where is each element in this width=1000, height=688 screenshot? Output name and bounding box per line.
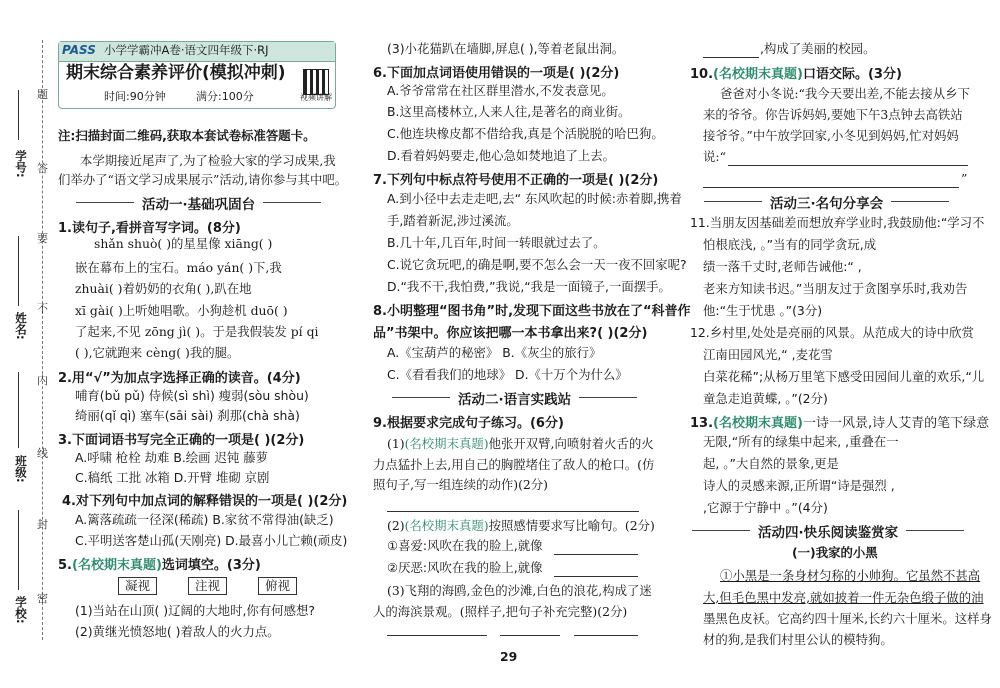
reading-text: 大,但毛色黑中发亮,就如披着一件无杂色缎子做的油 [703,590,984,605]
q9-1-text: 他张开双臂,向喷射着火舌的火 [488,436,654,451]
q8-options[interactable]: A.《宝葫芦的秘密》 B.《灰尘的旅行》 [387,345,602,360]
qr-code-icon[interactable] [303,69,329,95]
side-char: 题 [37,88,48,101]
q6-option[interactable]: C.他连块橡皮都不借给我,真是个活脱脱的哈巴狗。 [387,126,664,141]
exam-time: 时间:90分钟 [104,90,166,103]
reading-text: ①小黑是一条身材匀称的小帅狗。它虽然不甚高 [720,568,981,583]
side-char: 答 [37,162,48,175]
q10-answer-line[interactable] [703,186,959,188]
q1-line: shǎn shuò( )的星星像 xiāng( ) [94,236,273,251]
q8-options[interactable]: C.《看看我们的地球》 D.《十万个为什么》 [387,367,628,382]
q2-line[interactable]: 绮丽(qǐ qì) 塞车(sāi sài) 刹那(chà shà) [75,408,300,423]
reading-paragraph-line: 墨黑色皮袄。它高约四十厘米,长约六十厘米。这样身 [703,611,992,626]
q12-line: 12.乡村里,处处是亮丽的风景。从范成大的诗中欣赏 [690,325,974,340]
page-number: 29 [500,649,518,664]
q9-3-line: (3)飞翔的海鸥,金色的沙滩,白色的浪花,构成了迷 [387,583,652,598]
q12-line[interactable]: 童急走追黄蝶, 。”(2分) [703,391,828,406]
side-label-number: 学号: [14,150,28,178]
q12-line: 白菜花稀”;从杨万里笔下感受田园间儿童的欢乐,“儿 [703,369,985,384]
activity-1-heading: 活动一·基础巩固台 [142,193,255,213]
q7-option[interactable]: B.几十年,几百年,时间一转眼就过去了。 [387,235,606,250]
q7-option: 手,踏着新泥,涉过溪流。 [387,213,519,228]
q6-option[interactable]: A.爷爷常常在社区群里潜水,不发表意见。 [387,83,614,98]
q6-option[interactable]: B.这里高楼林立,人来人往,是著名的商业街。 [387,104,631,119]
binding-line [42,40,43,640]
q10-source-tag: ( 名校期末真题 ) [713,67,803,82]
scan-note: 注:扫描封面二维码,获取本套试卷标准答题卡。 [58,128,316,143]
school-blank[interactable] [18,510,20,590]
q5-instruction: 选词填空。(3分) [161,558,261,573]
reading-paragraph-line: 材的狗,是我们村里公认的模特狗。 [703,632,893,647]
activity-3-heading: 活动三·名句分享会 [770,192,883,212]
q9-3-answer-line[interactable] [500,634,560,636]
q9-2-line: ①喜爱:风吹在我的脸上,就像 [387,538,543,553]
q9-2-number: (2) [387,518,405,533]
number-blank[interactable] [18,90,20,140]
q5-line[interactable]: (1)当站在山顶( )辽阔的大地时,你有何感想? [75,603,315,618]
q1-line: xī gài( )上听她唱歌。小狗趁机 duō( ) [75,303,288,318]
q1-line: 嵌在幕布上的宝石。máo yán( )下,我 [75,260,282,275]
q9-3-answer-line[interactable] [387,634,487,636]
q11-line[interactable]: 绩一落千丈时,老师告诫他:“ , [703,259,862,274]
word-chip-ningshi[interactable]: 凝视 [118,577,157,595]
q13-head [690,412,989,431]
q5-source-tag: ( 名校期末真题 ) [72,558,162,573]
q7-option[interactable]: A.到小径中去走走吧,去“ 东风吹起的时候:赤着脚,携着 [387,191,682,206]
q4-options[interactable]: A.篱落疏疏一径深(稀疏) B.家贫不常得油(缺乏) [75,512,334,527]
q9-2-source-tag: ( 名校期末真题 ) [405,518,489,533]
q7-head: 7.下列句中标点符号使用不正确的一项是( )(2分) [373,173,659,188]
q5-head [58,554,261,573]
exam-title: 期末综合素养评价(模拟冲刺) [66,63,286,83]
series-label: 小学学霸冲A卷·语文四年级下·RJ [104,43,269,57]
q4-options[interactable]: C.平明送客楚山孤(天刚亮) D.最喜小儿亡赖(顽皮) [75,533,348,548]
name-blank[interactable] [18,236,20,306]
reading-title: (一)我家的小黑 [792,545,878,560]
q13-source-tag: ( 名校期末真题 ) [713,416,803,431]
q9-1-prompt [387,435,654,453]
q7-option[interactable]: C.说它贪玩吧,的确是啊,要不怎么会一天一夜不回家呢? [387,257,687,272]
q9-1-line: 照句子,写一组连续的动作)(2分) [373,477,549,492]
qr-label: 视频讲解 [300,93,332,102]
q1-head: 1.读句子,看拼音写字词。(8分) [58,221,241,236]
q10-line: 接爷爷。”中午放学回家,小冬见到妈妈,忙对妈妈 [703,128,959,143]
activity-2-heading: 活动二·语言实践站 [458,388,571,408]
q3-options[interactable]: C.稿纸 工批 冰箱 D.开臂 堆砌 京剧 [75,470,270,485]
q9-3-answer-line[interactable] [703,56,759,58]
side-char: 封 [37,518,48,531]
q1-line: zhuài( )着奶奶的衣角( ),趴在地 [75,281,252,296]
side-char: 密 [37,592,48,605]
side-char: 要 [37,232,48,245]
q13-line[interactable]: 诗人的灵感来源,正所谓“诗是强烈 , [703,478,895,493]
side-char: 内 [37,374,48,387]
q5-line[interactable]: (3)小花猫趴在墙脚,屏息( ),等着老鼠出洞。 [387,41,625,56]
q11-line: 老来方知读书迟。”当朋友过于贪图享乐时,我劝告 [703,281,968,296]
q10-head [690,63,902,82]
q9-head: 9.根据要求完成句子练习。(6分) [373,416,564,431]
q11-line[interactable]: 他:“生于忧患 。”(3分) [703,303,823,318]
side-char: 线 [37,447,48,460]
class-blank[interactable] [18,372,20,448]
word-chip-fushi[interactable]: 俯视 [258,577,297,595]
q8-head: 8.小明整理“图书角”时,发现下面这些书放在了“科普作 [373,304,691,319]
q10-answer-line[interactable] [728,164,968,166]
q9-2-answer-line[interactable] [554,575,638,577]
q6-head: 6.下面加点词语使用错误的一项是( )(2分) [373,66,620,81]
side-char: 不 [37,302,48,315]
reading-paragraph-line [703,589,983,607]
reading-paragraph-line [720,567,980,585]
q9-1-source-tag: ( 名校期末真题 ) [405,436,489,451]
q9-1-answer-line[interactable] [387,510,639,512]
q4-head: 4.对下列句中加点词的解释错误的一项是( )(2分) [62,494,348,509]
intro-line: 们举办了“语文学习成果展示”活动,请你参与其中吧。 [58,172,348,187]
brand-logo: PASS [62,43,96,57]
intro-line: 本学期接近尾声了,为了检验大家的学习成果,我 [80,153,336,168]
q10-line: 说:“ [703,149,726,164]
q9-2-answer-line[interactable] [554,553,638,555]
q10-instruction: 口语交际。(3分) [802,67,902,82]
q11-line[interactable]: 怕根底浅, 。”当有的同学贪玩,成 [703,237,877,252]
q13-line[interactable]: ,它源于宁静中 。”(4分) [703,500,828,515]
q9-3-line: 人的海滨景观。(照样子,把句子补充完整)(2分) [373,604,628,619]
side-label-name: 姓名: [14,312,28,340]
word-chip-zhushi[interactable]: 注视 [188,577,227,595]
q7-option[interactable]: D.“我不干,我怕费,”我说,“我是一面镜子,一面摆手。 [387,279,671,294]
q2-head: 2.用“√”为加点字选择正确的读音。(4分) [58,371,301,386]
q11-line: 11.当朋友因基础差而想放弃学业时,我鼓励他:“学习不 [690,215,985,230]
q13-line[interactable]: 无限,“所有的绿集中起来, ,重叠在一 [703,434,899,449]
q9-1-line: 力点猛扑上去,用自己的胸膛堵住了敌人的枪口。(仿 [373,457,655,472]
q9-1-number: (1) [387,436,405,451]
q9-2-prompt [387,517,655,535]
q9-2-text: 按照感情要求写比喻句。(2分) [488,518,655,533]
side-label-class: 班级: [14,455,28,483]
q1-line: ( ),它就跑来 cèng( )我的腿。 [75,345,240,360]
q5-number: 5. [58,558,72,573]
q13-number: 13. [690,416,714,431]
q2-line[interactable]: 哺育(bǔ pǔ) 侍候(sì shì) 瘦弱(sòu shòu) [75,388,309,403]
exam-score: 满分:100分 [196,90,254,103]
q10-number: 10. [690,67,714,82]
q5-line[interactable]: (2)黄继光愤怒地( )着敌人的火力点。 [75,624,280,639]
q13-line[interactable]: 起, 。”大自然的景象,更是 [703,456,839,471]
q8-head: 品”书架中。你应该把哪一本书拿出来?( )(2分) [373,326,648,341]
q10-line: 爸爸对小冬说:“我今天要出差,不能去接从乡下 [720,86,970,101]
q13-text: 一诗一风景,诗人艾青的笔下绿意 [802,416,990,431]
q3-head: 3.下面词语书写完全正确的一项是( )(2分) [58,433,305,448]
side-label-school: 学校: [14,596,28,624]
q9-3-answer-line[interactable] [574,634,638,636]
q10-line: 来的爷爷。你告诉妈妈,要她下午3点钟去高铁站 [703,107,963,122]
activity-4-heading: 活动四·快乐阅读鉴赏家 [758,521,898,541]
q6-option[interactable]: D.看着妈妈要走,他心急如焚地追了上去。 [387,148,616,163]
q10-line: ” [961,171,968,186]
q9-3-tail: ,构成了美丽的校园。 [760,41,876,56]
q9-2-line: ②厌恶:风吹在我的脸上,就像 [387,560,543,575]
q12-line[interactable]: 江南田园风光,“ ,麦花雪 [703,347,833,362]
q3-options[interactable]: A.呼啸 枪栓 劫难 B.绘画 迟钝 藤萝 [75,450,269,465]
q1-line: 了起来,不见 zōng jì( )。于是我假装发 pí qi [75,324,319,339]
